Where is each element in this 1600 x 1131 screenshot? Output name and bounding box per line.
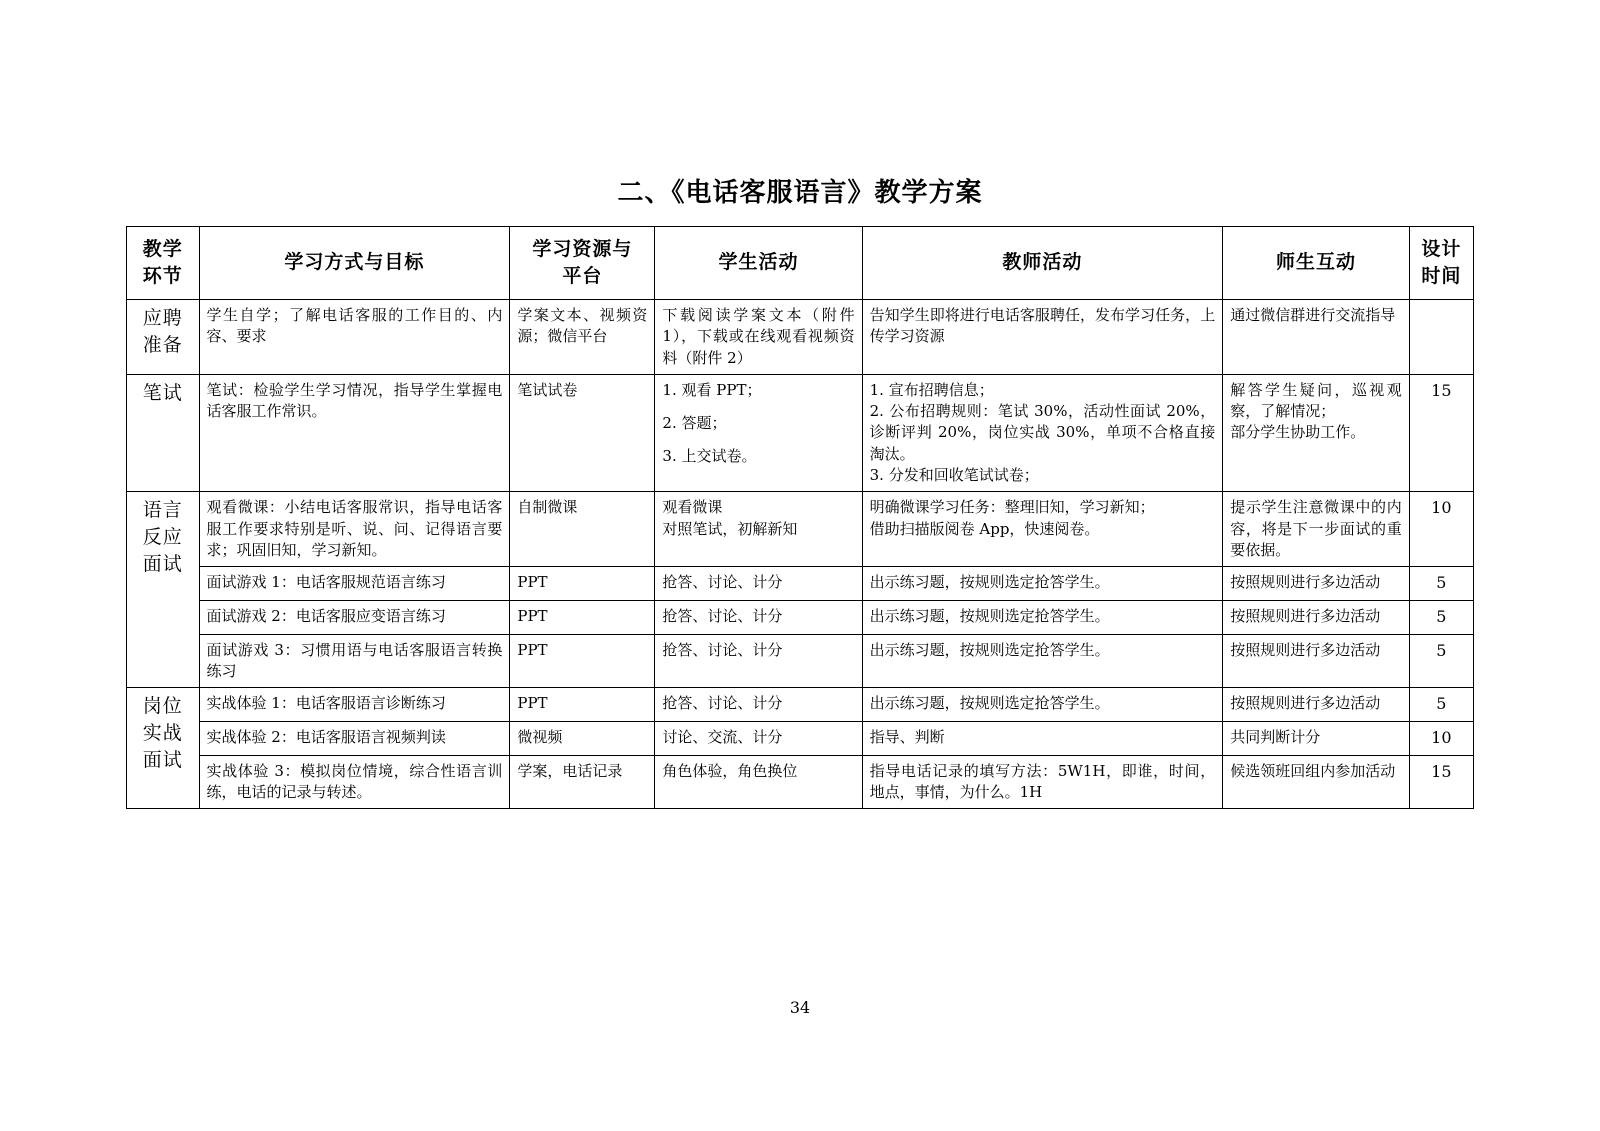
stage-label-line1: 语言 (142, 499, 183, 522)
cell-resource: 学案，电话记录 (510, 755, 655, 809)
cell-interaction: 按照规则进行多边活动 (1223, 567, 1410, 601)
spacer (662, 434, 854, 446)
column-header-resource-line2: 平台 (562, 264, 603, 287)
spacer (662, 401, 854, 413)
cell-method: 笔试：检验学生学习情况，指导学生掌握电话客服工作常识。 (199, 374, 510, 491)
cell-resource: PPT (510, 567, 655, 601)
cell-teacher-activity: 出示练习题，按规则选定抢答学生。 (862, 688, 1223, 722)
cell-teacher-activity (862, 492, 1223, 567)
table-row (127, 600, 1474, 634)
stage-label-line1: 岗位 (142, 695, 183, 718)
cell-time: 5 (1409, 688, 1473, 722)
cell-student-activity (655, 492, 862, 567)
column-header-resource-line1: 学习资源与 (532, 238, 633, 260)
cell-resource: 微视频 (510, 721, 655, 755)
table-body (127, 299, 1474, 808)
stage-label-line2: 实战 (142, 722, 183, 745)
page-number: 34 (789, 998, 811, 1017)
cell-resource: 学案文本、视频资源；微信平台 (510, 299, 655, 374)
teaching-plan-table (126, 226, 1474, 809)
cell-method: 实战体验 3：模拟岗位情境，综合性语言训练，电话的记录与转述。 (199, 755, 510, 809)
cell-method: 面试游戏 3：习惯用语与电话客服语言转换练习 (199, 634, 510, 688)
stage-label-line3: 面试 (142, 749, 183, 772)
cell-teacher-activity: 指导、判断 (862, 721, 1223, 755)
cell-method: 学生自学；了解电话客服的工作目的、内容、要求 (199, 299, 510, 374)
stage-recruitment-prep (127, 299, 200, 374)
cell-time: 15 (1409, 755, 1473, 809)
cell-teacher-activity: 出示练习题，按规则选定抢答学生。 (862, 600, 1223, 634)
cell-resource: PPT (510, 600, 655, 634)
cell-teacher-activity: 出示练习题，按规则选定抢答学生。 (862, 634, 1223, 688)
cell-time: 5 (1409, 567, 1473, 601)
column-header-resource (510, 227, 655, 300)
cell-time: 10 (1409, 492, 1473, 567)
cell-teacher-activity: 指导电话记录的填写方法：5W1H，即谁，时间，地点，事情，为什么。1H (862, 755, 1223, 809)
column-header-method: 学习方式与目标 (199, 227, 510, 300)
column-header-time-line2: 时间 (1421, 264, 1462, 287)
column-header-stage (127, 227, 200, 300)
cell-time: 5 (1409, 634, 1473, 688)
column-header-time-line1: 设计 (1421, 238, 1462, 260)
table-row (127, 299, 1474, 374)
stage-job-practice-interview (127, 688, 200, 809)
table-row (127, 492, 1474, 567)
cell-teacher-activity: 告知学生即将进行电话客服聘任，发布学习任务，上传学习资源 (862, 299, 1223, 374)
table-row (127, 374, 1474, 491)
stage-written-exam: 笔试 (127, 374, 200, 491)
cell-student-activity: 角色体验，角色换位 (655, 755, 862, 809)
column-header-stage-line1: 教学 (142, 238, 183, 260)
column-header-time (1409, 227, 1473, 300)
table-header-row (127, 227, 1474, 300)
stage-label-line2: 反应 (142, 526, 183, 549)
teacher-activity-item: 借助扫描版阅卷 App，快速阅卷。 (869, 519, 1100, 538)
cell-time: 10 (1409, 721, 1473, 755)
cell-student-activity (655, 374, 862, 491)
teacher-activity-item: 3. 分发和回收笔试试卷； (869, 466, 1039, 485)
interaction-item: 部分学生协助工作。 (1230, 423, 1366, 442)
column-header-interaction: 师生互动 (1223, 227, 1410, 300)
student-activity-item: 对照笔试，初解新知 (662, 519, 798, 538)
cell-student-activity: 抢答、讨论、计分 (655, 567, 862, 601)
table-row (127, 688, 1474, 722)
cell-student-activity: 讨论、交流、计分 (655, 721, 862, 755)
cell-resource: PPT (510, 634, 655, 688)
cell-method: 实战体验 2：电话客服语言视频判读 (199, 721, 510, 755)
cell-time: 15 (1409, 374, 1473, 491)
cell-teacher-activity (862, 374, 1223, 491)
cell-interaction: 提示学生注意微课中的内容，将是下一步面试的重要依据。 (1223, 492, 1410, 567)
table-header (127, 227, 1474, 300)
student-activity-item: 观看微课 (662, 498, 723, 517)
cell-method: 面试游戏 2：电话客服应变语言练习 (199, 600, 510, 634)
cell-teacher-activity: 出示练习题，按规则选定抢答学生。 (862, 567, 1223, 601)
table-row (127, 721, 1474, 755)
cell-interaction: 按照规则进行多边活动 (1223, 634, 1410, 688)
table-row (127, 567, 1474, 601)
cell-time (1409, 299, 1473, 374)
cell-interaction: 通过微信群进行交流指导 (1223, 299, 1410, 374)
column-header-stage-line2: 环节 (142, 264, 183, 287)
cell-student-activity: 下载阅读学案文本（附件 1），下载或在线观看视频资料（附件 2） (655, 299, 862, 374)
cell-method: 实战体验 1：电话客服语言诊断练习 (199, 688, 510, 722)
stage-label-line2: 准备 (142, 333, 183, 356)
stage-language-response-interview (127, 492, 200, 688)
stage-label-line3: 面试 (142, 553, 183, 576)
table-row (127, 634, 1474, 688)
cell-time: 5 (1409, 600, 1473, 634)
cell-interaction: 共同判断计分 (1223, 721, 1410, 755)
cell-interaction (1223, 374, 1410, 491)
cell-resource: 笔试试卷 (510, 374, 655, 491)
cell-method: 面试游戏 1：电话客服规范语言练习 (199, 567, 510, 601)
teacher-activity-item: 明确微课学习任务：整理旧知，学习新知； (869, 498, 1155, 517)
cell-interaction: 按照规则进行多边活动 (1223, 600, 1410, 634)
cell-interaction: 按照规则进行多边活动 (1223, 688, 1410, 722)
teacher-activity-item: 1. 宣布招聘信息； (869, 380, 994, 399)
cell-method: 观看微课：小结电话客服常识，指导电话客服工作要求特别是听、说、问、记得语言要求；巩固旧知，学习新知。 (199, 492, 510, 567)
page-title: 二、《电话客服语言》教学方案 (617, 178, 983, 208)
cell-interaction: 候选领班回组内参加活动 (1223, 755, 1410, 809)
cell-student-activity: 抢答、讨论、计分 (655, 688, 862, 722)
student-activity-item: 1. 观看 PPT； (662, 380, 762, 399)
column-header-teacher-activity: 教师活动 (862, 227, 1223, 300)
table-row (127, 755, 1474, 809)
stage-label-line1: 应聘 (142, 306, 183, 329)
column-header-student-activity: 学生活动 (655, 227, 862, 300)
interaction-item: 解答学生疑问，巡视观察，了解情况； (1230, 380, 1402, 421)
cell-student-activity: 抢答、讨论、计分 (655, 600, 862, 634)
teacher-activity-item: 2. 公布招聘规则：笔试 30%，活动性面试 20%，诊断评判 20%，岗位实战 30%，单项不合格直接淘汰。 (869, 402, 1216, 463)
cell-resource: 自制微课 (510, 492, 655, 567)
student-activity-item: 3. 上交试卷。 (662, 447, 757, 466)
cell-student-activity: 抢答、讨论、计分 (655, 634, 862, 688)
cell-resource: PPT (510, 688, 655, 722)
student-activity-item: 2. 答题； (662, 414, 727, 433)
